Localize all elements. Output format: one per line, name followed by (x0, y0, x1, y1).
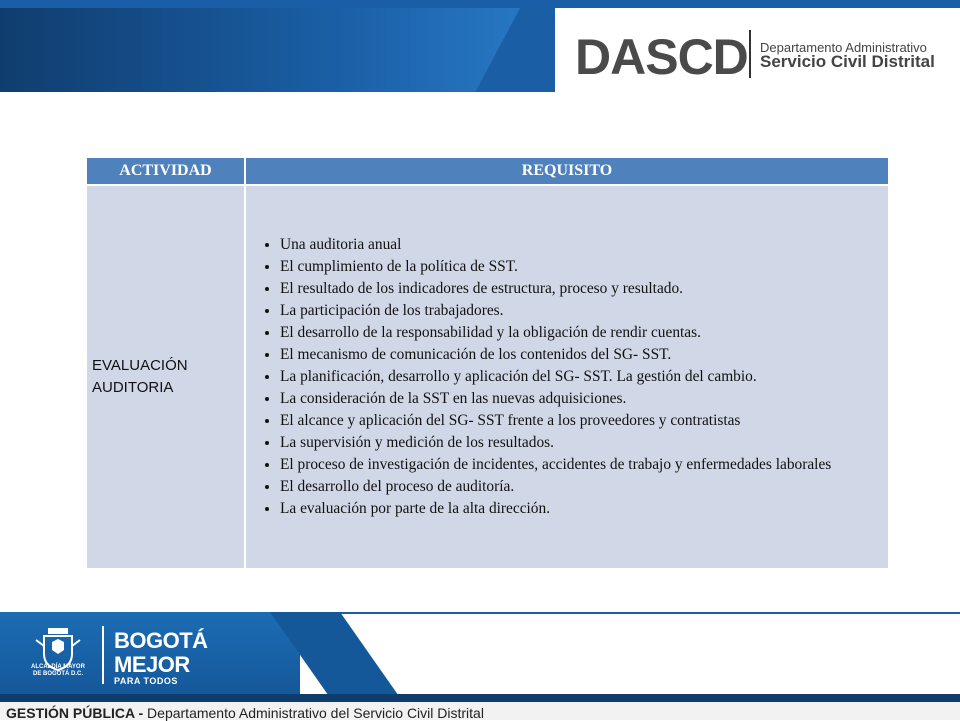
list-item: • El mecanismo de comunicación de los contenidos del SG- SST. (280, 344, 884, 366)
footer-divider (102, 626, 104, 684)
logo-subtitle-2: Servicio Civil Distrital (760, 52, 935, 71)
header-actividad: ACTIVIDAD (87, 158, 245, 185)
bogota-logo-line-3: PARA TODOS (114, 676, 178, 686)
top-accent-bar (0, 0, 960, 8)
footer-area (0, 612, 960, 720)
bogota-logo-line-2: MEJOR (114, 652, 190, 677)
list-item: • Una auditoria anual (280, 234, 884, 256)
top-blue-band (0, 8, 560, 92)
header-requisito: REQUISITO (245, 158, 888, 185)
footer-caption-rest: Departamento Administrativo del Servicio Civil Distrital (143, 705, 484, 721)
crest-caption-1: ALCALDÍA MAYOR (31, 664, 85, 670)
logo-divider (749, 30, 751, 78)
list-item: • El proceso de investigación de incidentes, accidentes de trabajo y enfermedades laborales (280, 454, 884, 476)
table-row (87, 185, 888, 568)
table-header-row (87, 158, 888, 185)
list-item: • El alcance y aplicación del SG- SST frente a los proveedores y contratistas (280, 410, 884, 432)
logo-subtitle-1: Departamento Administrativo (760, 40, 927, 55)
requirement-list (246, 234, 884, 520)
activity-cell (87, 185, 245, 568)
activity-line-2: AUDITORIA (92, 379, 174, 396)
footer-caption (6, 705, 484, 721)
list-item: • La evaluación por parte de la alta dirección. (280, 498, 884, 520)
dascd-logo: DASCD (575, 29, 748, 85)
list-item: • El desarrollo del proceso de auditoría. (280, 476, 884, 498)
list-item: • El resultado de los indicadores de estructura, proceso y resultado. (280, 278, 884, 300)
requirements-table (87, 158, 888, 568)
bogota-logo-line-1: BOGOTÁ (114, 628, 208, 653)
requirement-cell (245, 185, 888, 568)
list-item: • El cumplimiento de la política de SST. (280, 256, 884, 278)
top-header (0, 0, 960, 92)
footer-caption-bold: GESTIÓN PÚBLICA - (6, 705, 144, 721)
footer-dark-bar (0, 694, 960, 702)
list-item: • La planificación, desarrollo y aplicación del SG- SST. La gestión del cambio. (280, 366, 884, 388)
list-item: • El desarrollo de la responsabilidad y la obligación de rendir cuentas. (280, 322, 884, 344)
activity-line-1: EVALUACIÓN (92, 357, 188, 374)
list-item: • La consideración de la SST en las nuevas adquisiciones. (280, 388, 884, 410)
list-item: • La participación de los trabajadores. (280, 300, 884, 322)
crest-caption-2: DE BOGOTÁ D.C. (32, 671, 83, 677)
list-item: • La supervisión y medición de los resultados. (280, 432, 884, 454)
